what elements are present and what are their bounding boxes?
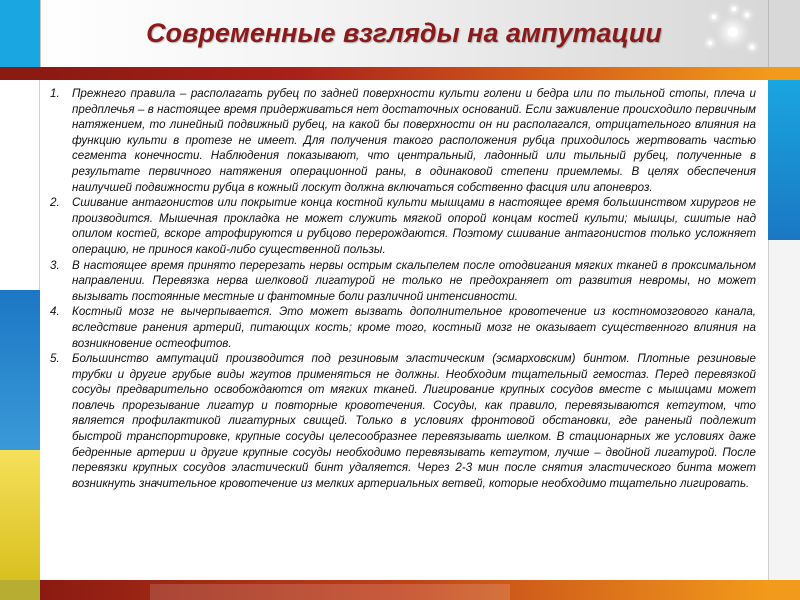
list-item xyxy=(44,304,756,351)
list-item-number: 1. xyxy=(50,87,60,100)
list-item-number: 2. xyxy=(50,196,60,210)
list-item xyxy=(44,195,756,257)
deco-block-right-white xyxy=(768,240,800,580)
list-item-number: 5. xyxy=(50,352,60,366)
deco-block-left-top xyxy=(0,0,40,67)
amputation-principles-list xyxy=(44,86,756,491)
list-item xyxy=(44,86,756,195)
deco-bottom-accent xyxy=(150,584,510,600)
list-item-text: Сшивание антагонистов или покрытие конца костной культи мышцами в настоящее время большинством хирургов не производится. Мышечная прокладка не может служить мягкой опорой концам костей культи; мышцы, сшитые над опилом костей, вскоре атрофируются и рубцово перерождаются. Поэтому сшивание антагонистов только усложняет операцию, не принося какой-либо существенной пользы. xyxy=(72,196,756,256)
deco-block-left-yellow xyxy=(0,450,40,580)
deco-stripe-left-2 xyxy=(0,580,40,600)
list-item-text: Большинство ампутаций производится под резиновым эластическим (эсмарховским) бинтом. Плотные резиновые трубки и другие грубые виды жгутов применяться не должны. Необходим тщательный гемостаз. Перед перевязкой сосуды предварительно освобождаются от мягких тканей. Лигирование крупных сосудов вместе с мышцами может повлечь прорезывание лигатур и повторные кровотечения. Сосуды, как правило, перевязываются кетгутом, что является профилактикой лигатурных свищей. Только в условиях фронтовой обстановки, где раненый подлежит быстрой транспортировке, крупные сосуды целесообразнее перевязывать шелком. В стационарных же условиях даже бедренные артерии и другие крупные сосуды необходимо перевязывать кетгутом, лучше – двойной лигатурой. После перевязки крупных сосудов эластический бинт удаляется. Через 2-3 мин после снятия эластического бинта может возникнуть значительное кровотечение из мелких артериальных ветвей, которые необходимо тщательно лигировать. xyxy=(72,352,756,490)
slide-title: Современные взгляды на ампутации xyxy=(146,18,662,48)
deco-block-right-orange xyxy=(768,67,800,80)
deco-stripe-right-bottom xyxy=(768,580,800,600)
deco-stripe-left-1 xyxy=(0,67,40,80)
deco-block-left-mid xyxy=(0,80,40,290)
list-item xyxy=(44,258,756,305)
deco-block-right-blue xyxy=(768,80,800,240)
list-item xyxy=(44,351,756,491)
list-item-number: 3. xyxy=(50,258,60,272)
list-item-text: В настоящее время принято перерезать нервы острым скальпелем после отодвигания мягких тканей в проксимальном направлении. Перевязка нерва шелковой лигатурой не только не предохраняет от развития невромы, но может вызывать постоянные местные и фантомные боли различной интенсивности. xyxy=(72,258,756,303)
list-item-text: Прежнего правила – располагать рубец по задней поверхности культи голени и бедра или по тыльной стопы, плеча и предплечья – в настоящее время придерживаться нет достаточных оснований. Если заживление происходило первичным натяжением, то линейный подвижный рубец, на какой бы поверхности он ни располагался, отрицательного влияния на функцию культи в протезе не имеет. Для получения такого расположения рубца приходилось жертвовать частью сегмента конечности. Наблюдения показывают, что центральный, ладонный или тыльный рубец, полученные в результате первичного натяжения операционной раны, в одинаковой степени приемлемы. В целях обеспечения наилучшей подвижности рубца в кожный лоскут должна включаться собственно фасция или апоневроз. xyxy=(72,87,756,194)
deco-block-right-top xyxy=(768,0,800,67)
list-item-text: Костный мозг не вычерпывается. Это может вызвать дополнительное кровотечение из костномозгового канала, вследствие ранения артерий, питающих кость; кроме того, костный мозг не оказывает существенного влияния на возникновение остеофитов. xyxy=(72,305,756,350)
deco-header-bar xyxy=(40,67,768,80)
deco-block-left-blue xyxy=(0,290,40,450)
list-item-number: 4. xyxy=(50,305,60,319)
